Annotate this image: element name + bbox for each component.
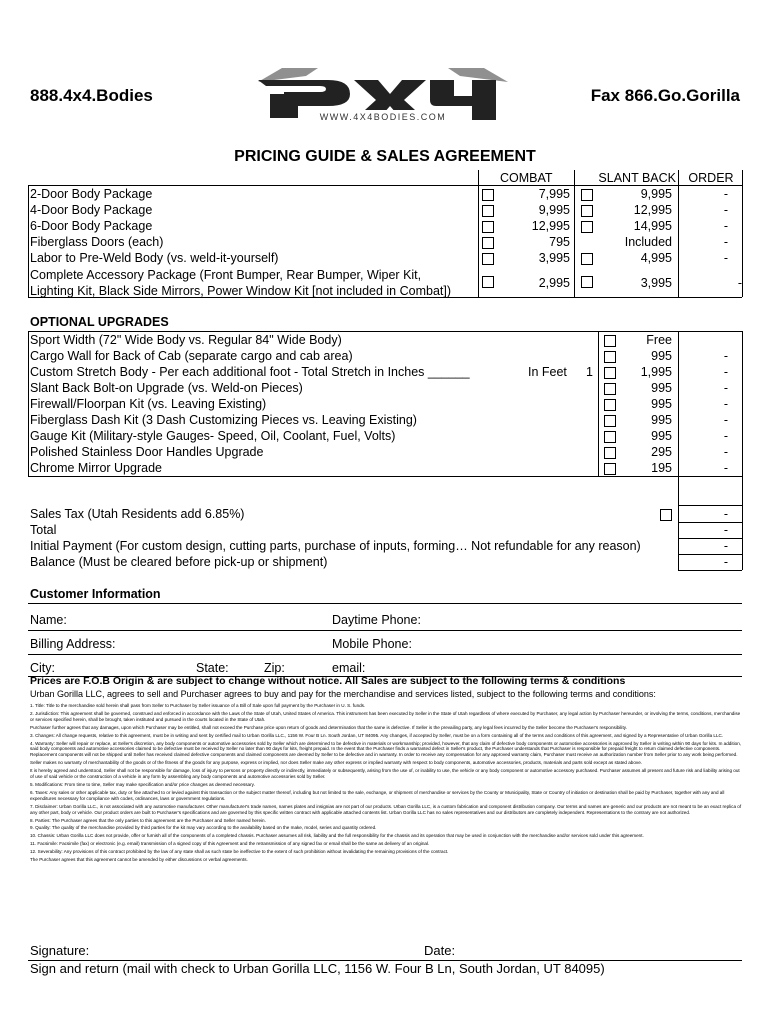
state-field[interactable]: State: bbox=[196, 661, 229, 675]
daytime-phone-field[interactable]: Daytime Phone: bbox=[332, 613, 421, 627]
terms-paragraph: It is hereby agreed and understood, Seller shall not be responsible for damage, loss of injury to persons or property directly or indirectly, immediately or subsequently, arising from the use of, or inability to use, the vehicle or any body component or automotive accessory purchased. Purchaser assumes all present and future risk and liability arising out of use of said vehicle or the construction of a vehicle in any form by assembling any body components and automotive accessories sold by Seller. bbox=[30, 768, 740, 780]
order-value: - bbox=[737, 276, 742, 290]
slant-checkbox[interactable] bbox=[581, 221, 593, 233]
package-label: 6-Door Body Package bbox=[30, 219, 153, 233]
terms-paragraph: Seller makes no warranty of merchantability of the goods or of the fitness of the goods for any purpose, express or implied, nor does Seller make any other express or implied warranty with respect to body components, automotive accessories, products, materials and parts sold except as stated above. bbox=[30, 760, 643, 766]
terms-paragraph: 4. Warranty: Seller will repair or replace, at Seller's discretion, any body components or automotive accessories sold by Seller which are determined to be defective in materials or workmanship; provided, however, that any claim of defective body components or automotive accessories is approved by Seller in writing within 90 days for kits. In addition, said body components and automotive accessories claimed to be defective must be received by Seller no later than 90 days for kits, freight prepaid. In the event that the Purchaser finds a warranted defect in Seller's product, the Purchaser understands that Purchaser is responsible for prepaid freight to return claimed defective components. Replacement components will not be shipped until Seller has received claimed defective components and claimed components are deemed by Seller to be defective and in warranty. In order to receive any compensation for any approved warranty claim, Purchaser must receive an authorization number from Seller prior to any work being performed. bbox=[30, 740, 742, 758]
slant-checkbox[interactable] bbox=[581, 276, 593, 288]
upgrade-price: 995 bbox=[651, 381, 672, 395]
company-phone: 888.4x4.Bodies bbox=[30, 86, 153, 105]
upgrade-order: - bbox=[723, 445, 728, 459]
slant-checkbox[interactable] bbox=[581, 189, 593, 201]
email-field[interactable]: email: bbox=[332, 661, 366, 675]
terms-paragraph: 10. Chassis: Urban Gorilla LLC does not provide, offer or furnish all of the components of a completed chassis. Purchaser assumes all risk, liability and the full responsibility for the chassis and its operation that may be used in conjunction with the merchandise and/or services sold under this agreement. bbox=[30, 833, 644, 839]
upgrade-checkbox[interactable] bbox=[604, 351, 616, 363]
page-title: PRICING GUIDE & SALES AGREEMENT bbox=[234, 148, 536, 165]
slant-checkbox[interactable] bbox=[581, 253, 593, 265]
upgrade-label: Firewall/Floorpan Kit (vs. Leaving Existing) bbox=[30, 397, 267, 411]
mobile-phone-field[interactable]: Mobile Phone: bbox=[332, 637, 412, 651]
upgrade-order: - bbox=[723, 365, 728, 379]
combat-checkbox[interactable] bbox=[482, 276, 494, 288]
upgrade-order: - bbox=[723, 461, 728, 475]
terms-paragraph: 11. Facsimile: Facsimile (fax) or electronic (e.g. email) transmission of a signed copy of this Agreement and the retransmission of any signed fax or email shall be the same as delivery of an original. bbox=[30, 841, 430, 847]
upgrade-label: Gauge Kit (Military-style Gauges- Speed, Oil, Coolant, Fuel, Volts) bbox=[30, 429, 396, 443]
upgrade-price: 995 bbox=[651, 349, 672, 363]
upgrade-checkbox[interactable] bbox=[604, 415, 616, 427]
terms-paragraph: 6. Taxes: Any sales or other applicable tax, duty or fine attached to or levied against this transaction or the subject matter thereof, including but not limited to the sale, exchange, or shipment of merchandise or services by the County or Municipality, State or Country of initiation or destination shall be paid by Purchaser, together with any and all expenditures necessary for compliance with codes, ordinances, laws or government regulations. bbox=[30, 789, 725, 801]
upgrade-checkbox[interactable] bbox=[604, 399, 616, 411]
upgrade-checkbox[interactable] bbox=[604, 335, 616, 347]
zip-field[interactable]: Zip: bbox=[264, 661, 285, 675]
upgrade-order: - bbox=[723, 429, 728, 443]
combat-price: 2,995 bbox=[538, 276, 570, 290]
terms-paragraph: The Purchaser agrees that this agreement cannot be amended by either discussions or verbal agreements. bbox=[30, 857, 248, 863]
upgrade-order: - bbox=[723, 413, 728, 427]
city-field[interactable]: City: bbox=[30, 661, 55, 675]
upgrade-order: - bbox=[723, 381, 728, 395]
totals-value: - bbox=[723, 507, 728, 521]
slant-price: 12,995 bbox=[633, 203, 672, 217]
date-label: Date: bbox=[424, 943, 456, 958]
terms-paragraph: 7. Disclaimer: Urban Gorilla LLC., is not associated with any automotive manufacturer. Other manufacturer's trade names, names plates and insignias are not part of our products. Urban Gorilla LLC, is a custom fabrication and component distribution company. Our terms and names are generic and our products are not meant to be an exact replica of any other part, body or vehicle. Our product orders are built to Purchaser's specifications and are governed by this specific written contract with applicable attached contents list. Urban Gorilla LLC has no sales representatives and our distributors are completely independent. Representations to the contrary are not authorized. bbox=[30, 803, 742, 815]
customer-info-heading: Customer Information bbox=[30, 587, 161, 601]
upgrade-checkbox[interactable] bbox=[604, 367, 616, 379]
slant-price: 3,995 bbox=[640, 276, 672, 290]
billing-address-field[interactable]: Billing Address: bbox=[30, 637, 116, 651]
combat-price: 9,995 bbox=[538, 203, 570, 217]
upgrade-checkbox[interactable] bbox=[604, 463, 616, 475]
combat-price: 795 bbox=[549, 235, 570, 249]
sales-tax-checkbox[interactable] bbox=[660, 509, 672, 521]
combat-checkbox[interactable] bbox=[482, 221, 494, 233]
col-order-header: ORDER bbox=[688, 171, 734, 185]
upgrade-label: Polished Stainless Door Handles Upgrade bbox=[30, 445, 264, 459]
package-label: Complete Accessory Package (Front Bumper, Rear Bumper, Wiper Kit, bbox=[30, 268, 422, 282]
terms-intro: Urban Gorilla LLC, agrees to sell and Purchaser agrees to buy and pay for the merchandise and services listed, subject to the following terms and conditions: bbox=[30, 689, 656, 699]
terms-paragraph: 5. Modifications: From time to time, Seller may make specification and/or price changes as deemed necessary. bbox=[30, 781, 255, 787]
combat-price: 3,995 bbox=[538, 251, 570, 265]
terms-heading: Prices are F.O.B Origin & are subject to change without notice. All Sales are subject to the following terms & conditions bbox=[30, 675, 626, 687]
upgrade-checkbox[interactable] bbox=[604, 431, 616, 443]
slant-price: 14,995 bbox=[633, 219, 672, 233]
in-feet-label: In Feet bbox=[528, 365, 567, 379]
totals-label: Total bbox=[30, 523, 57, 537]
combat-checkbox[interactable] bbox=[482, 253, 494, 265]
upgrade-label: Cargo Wall for Back of Cab (separate cargo and cab area) bbox=[30, 349, 353, 363]
combat-price: 7,995 bbox=[538, 187, 570, 201]
terms-paragraph: 9. Quality: The quality of the merchandise provided by third parties for the kit may vary according to the availability based on the make, model, series and quantity ordered. bbox=[30, 825, 377, 831]
order-value: - bbox=[723, 203, 728, 217]
upgrade-label: Sport Width (72" Wide Body vs. Regular 84" Wide Body) bbox=[30, 333, 342, 347]
order-value: - bbox=[723, 251, 728, 265]
combat-checkbox[interactable] bbox=[482, 205, 494, 217]
company-fax: Fax 866.Go.Gorilla bbox=[590, 86, 740, 105]
upgrade-price: 995 bbox=[651, 429, 672, 443]
terms-body bbox=[30, 703, 742, 865]
combat-checkbox[interactable] bbox=[482, 189, 494, 201]
order-value: - bbox=[723, 219, 728, 233]
col-combat-header: COMBAT bbox=[500, 171, 553, 185]
upgrade-label: Custom Stretch Body - Per each additional foot - Total Stretch in Inches ______ bbox=[30, 365, 470, 379]
terms-paragraph: 1. Title: Title to the merchandise sold herein shall pass from Seller to Purchaser by Seller issuance of a Bill of Sale upon full payment by the Purchaser in U. S. funds. bbox=[30, 703, 366, 708]
upgrade-price: 995 bbox=[651, 397, 672, 411]
logo-url-text: WWW.4X4BODIES.COM bbox=[319, 112, 447, 122]
totals-value: - bbox=[723, 555, 728, 569]
order-value: - bbox=[723, 187, 728, 201]
totals-label: Initial Payment (For custom design, cutting parts, purchase of inputs, forming… Not refundable for any reason) bbox=[30, 539, 641, 553]
terms-paragraph: Purchaser further agrees that any damages, upon which Purchaser may be entitled, shall not exceed the Purchase price upon return of goods and determination that the same is defective. If Seller is the prevailing party, any legal fees incurred by the Seller become the Purchaser's responsibility. bbox=[30, 724, 627, 730]
upgrade-price: 1,995 bbox=[640, 365, 672, 379]
package-label: 4-Door Body Package bbox=[30, 203, 153, 217]
terms-paragraph: 8. Parties: The Purchaser agrees that the only parties to this agreement are the Purchaser and Seller named herein. bbox=[30, 817, 266, 823]
totals-value: - bbox=[723, 523, 728, 537]
slant-checkbox[interactable] bbox=[581, 205, 593, 217]
upgrade-price: 295 bbox=[651, 445, 672, 459]
upgrades-heading: OPTIONAL UPGRADES bbox=[30, 315, 169, 329]
name-field[interactable]: Name: bbox=[30, 613, 67, 627]
upgrade-checkbox[interactable] bbox=[604, 447, 616, 459]
package-label: Fiberglass Doors (each) bbox=[30, 235, 164, 249]
upgrade-price: 995 bbox=[651, 413, 672, 427]
upgrade-order: - bbox=[723, 397, 728, 411]
upgrade-label: Chrome Mirror Upgrade bbox=[30, 461, 162, 475]
combat-price: 12,995 bbox=[531, 219, 570, 233]
terms-paragraph: 3. Changes: All change requests, relative to this agreement, must be in writing and sent by certified mail to Urban Gorilla LLC., 1156 W. Four B Ln. South Jordan, UT 84095. Any changes, if accepted by Seller, must be on a form containing all of the terms and conditions of this agreement, and signed by a Representative of Urban Gorilla LLC. bbox=[30, 732, 724, 738]
signature-label: Signature: bbox=[30, 943, 90, 958]
totals-label: Balance (Must be cleared before pick-up or shipment) bbox=[30, 555, 328, 569]
totals-label: Sales Tax (Utah Residents add 6.85%) bbox=[30, 507, 245, 521]
package-label: Labor to Pre-Weld Body (vs. weld-it-yourself) bbox=[30, 251, 279, 265]
upgrade-price: Free bbox=[646, 333, 672, 347]
upgrade-price: 195 bbox=[651, 461, 672, 475]
upgrade-label: Fiberglass Dash Kit (3 Dash Customizing Pieces vs. Leaving Existing) bbox=[30, 413, 417, 427]
upgrade-checkbox[interactable] bbox=[604, 383, 616, 395]
upgrade-label: Slant Back Bolt-on Upgrade (vs. Weld-on Pieces) bbox=[30, 381, 303, 395]
upgrade-order: - bbox=[723, 349, 728, 363]
combat-checkbox[interactable] bbox=[482, 237, 494, 249]
slant-price: 4,995 bbox=[640, 251, 672, 265]
in-feet-value[interactable]: 1 bbox=[586, 365, 593, 379]
terms-paragraph: 12. Severability: Any provisions of this contract prohibited by the law of any state shall as such state be ineffective to the extent of such prohibition without invalidating the remaining provisions of the contract. bbox=[30, 849, 449, 855]
slant-price: 9,995 bbox=[640, 187, 672, 201]
col-slant-header: SLANT BACK bbox=[598, 171, 676, 185]
package-label-line2: Lighting Kit, Black Side Mirrors, Power Window Kit [not included in Combat]) bbox=[30, 284, 452, 298]
return-note: Sign and return (mail with check to Urban Gorilla LLC, 1156 W. Four B Ln, South Jordan, UT 84095) bbox=[30, 961, 605, 976]
px4-logo bbox=[258, 62, 508, 134]
order-value: - bbox=[723, 235, 728, 249]
slant-price: Included bbox=[624, 235, 672, 249]
package-label: 2-Door Body Package bbox=[30, 187, 153, 201]
terms-paragraph: 2. Jurisdiction: This agreement shall be governed, construed and enforced in accordance with the Laws of the State of Utah, United States of America. This instrument has been executed by Seller in the State of Utah regardless of where executed by Purchaser, any legal action by Purchaser hereunder, or involving the terms, conditions, merchandise or services specified herein, shall be brought, taken instituted and pursued in the courts located in the State of Utah. bbox=[30, 710, 741, 722]
totals-value: - bbox=[723, 539, 728, 553]
